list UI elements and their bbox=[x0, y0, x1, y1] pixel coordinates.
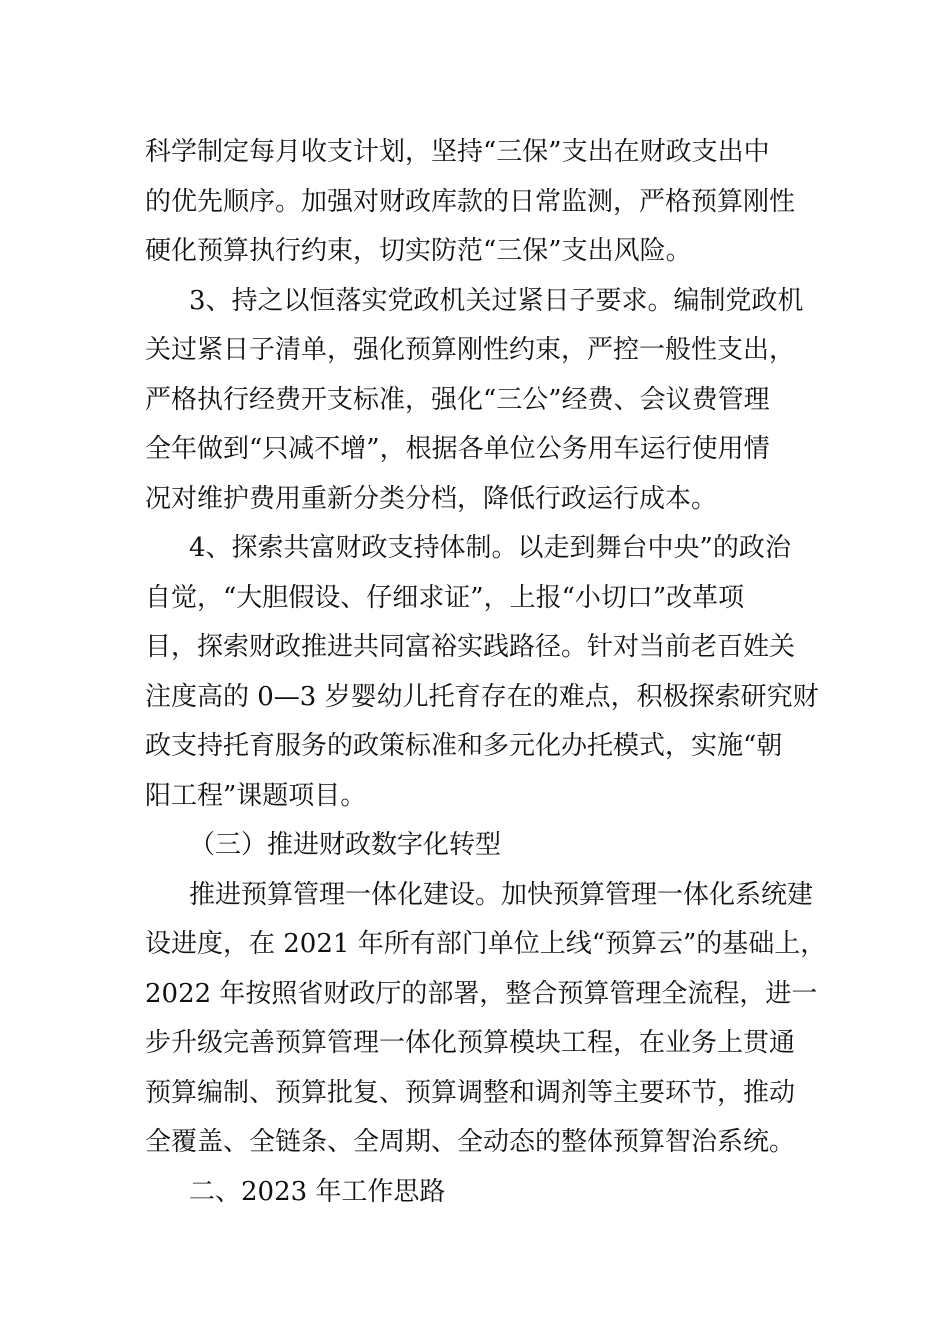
text-line: 注度高的 0—3 岁婴幼儿托育存在的难点，积极探索研究财 bbox=[145, 681, 819, 712]
subsection-heading: （三）推进财政数字化转型 bbox=[189, 830, 502, 860]
text-line: 2022 年按照省财政厅的部署，整合预算管理全流程，进一 bbox=[145, 978, 818, 1009]
section-4-first-line: 4、探索共富财政支持体制。以走到舞台中央”的政治 bbox=[189, 533, 791, 563]
paragraph-first-line: 推进预算管理一体化建设。加快预算管理一体化系统建 bbox=[189, 879, 814, 910]
text-line: 全覆盖、全链条、全周期、全动态的整体预算智治系统。 bbox=[145, 1127, 796, 1157]
text-line: 目，探索财政推进共同富裕实践路径。针对当前老百姓关 bbox=[145, 632, 796, 662]
text-line: 科学制定每月收支计划，坚持“三保”支出在财政支出中 bbox=[145, 137, 770, 167]
text-line: 全年做到“只减不增”，根据各单位公务用车运行使用情 bbox=[145, 434, 770, 464]
section-heading: 二、2023 年工作思路 bbox=[189, 1176, 446, 1207]
text-line: 自觉，“大胆假设、仔细求证”，上报“小切口”改革项 bbox=[145, 582, 745, 613]
section-3-first-line: 3、持之以恒落实党政机关过紧日子要求。编制党政机 bbox=[189, 285, 804, 316]
text-line: 况对维护费用重新分类分档，降低行政运行成本。 bbox=[145, 483, 718, 514]
text-line: 硬化预算执行约束，切实防范“三保”支出风险。 bbox=[145, 236, 692, 266]
text-line: 设进度，在 2021 年所有部门单位上线“预算云”的基础上， bbox=[145, 929, 827, 959]
text-line: 关过紧日子清单，强化预算刚性约束，严控一般性支出， bbox=[145, 335, 796, 365]
text-line: 的优先顺序。加强对财政库款的日常监测，严格预算刚性 bbox=[145, 186, 796, 217]
text-line: 预算编制、预算批复、预算调整和调剂等主要环节，推动 bbox=[145, 1077, 796, 1108]
text-line: 步升级完善预算管理一体化预算模块工程，在业务上贯通 bbox=[145, 1028, 796, 1058]
document-body bbox=[145, 128, 827, 1217]
text-line: 政支持托育服务的政策标准和多元化办托模式，实施“朝 bbox=[145, 731, 783, 761]
text-line: 严格执行经费开支标准，强化“三公”经费、会议费管理 bbox=[145, 384, 770, 415]
text-line: 阳工程”课题项目。 bbox=[145, 780, 367, 811]
